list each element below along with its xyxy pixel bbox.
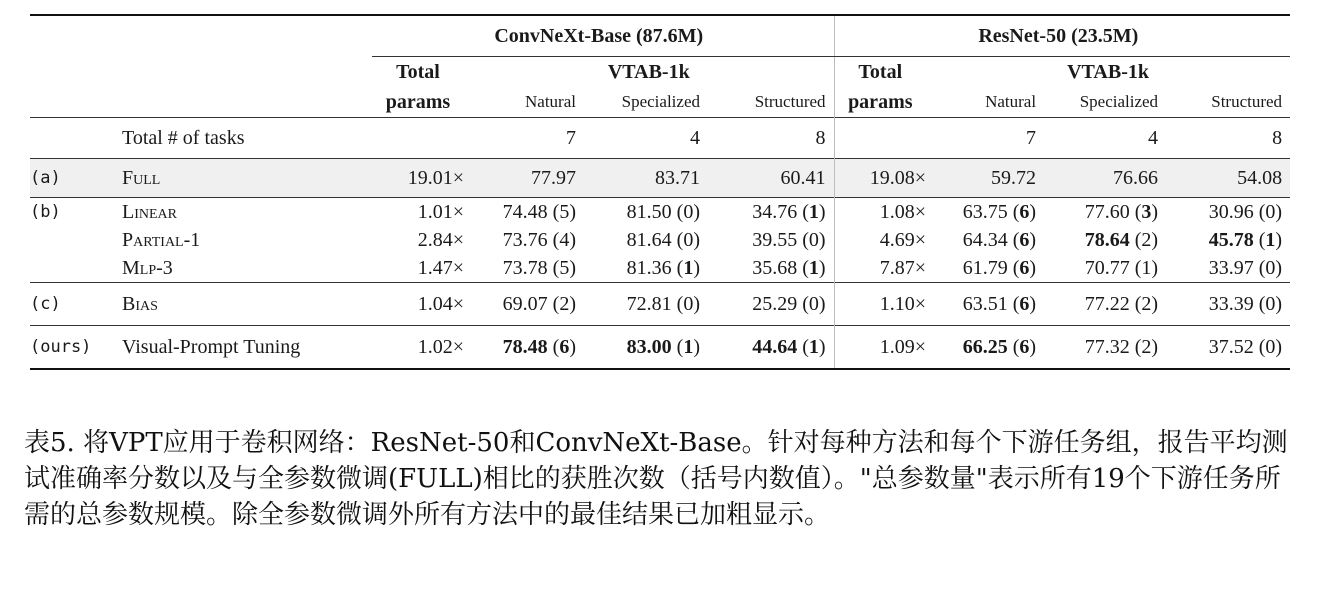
cell-value: 63.75 xyxy=(962,201,1008,223)
cell-value: 1.10× xyxy=(879,293,927,315)
method-name: Visual-Prompt Tuning xyxy=(122,326,372,370)
method-name: Full xyxy=(122,159,372,198)
win-count: (2) xyxy=(547,293,576,315)
win-count: (4) xyxy=(547,229,576,251)
table-cell xyxy=(472,254,584,283)
table-cell xyxy=(472,226,584,254)
header-row-1 xyxy=(30,57,1290,88)
table-cell: 4 xyxy=(1044,118,1166,159)
table-cell xyxy=(934,254,1044,283)
table-cell xyxy=(834,326,934,370)
cell-value: 39.55 xyxy=(752,229,798,251)
row-tag: (ours) xyxy=(30,326,122,370)
table-cell xyxy=(834,226,934,254)
cell-value: 69.07 xyxy=(502,293,548,315)
table-cell xyxy=(834,254,934,283)
win-count: (2) xyxy=(1129,229,1159,251)
row-tag xyxy=(30,226,122,254)
win-count: (0) xyxy=(1253,201,1283,223)
tasks-row xyxy=(30,118,1290,159)
vtab-header: VTAB-1k xyxy=(1067,61,1149,83)
cell-value: 2.84× xyxy=(417,229,464,251)
method-name: Partial-1 xyxy=(122,229,201,251)
table-cell xyxy=(1044,226,1166,254)
table-cell xyxy=(1044,326,1166,370)
method-name: Linear xyxy=(122,198,372,227)
table-cell xyxy=(372,283,472,326)
cell-value: 33.97 xyxy=(1208,257,1254,279)
win-count: (1) xyxy=(797,201,826,223)
row-tag: (a) xyxy=(30,159,122,198)
table-row xyxy=(30,326,1290,370)
table-cell xyxy=(708,326,834,370)
cell-value: 34.76 xyxy=(752,201,798,223)
group-header-row xyxy=(30,15,1290,57)
cell-value: 77.32 xyxy=(1084,336,1130,358)
win-count: (6) xyxy=(1007,201,1037,223)
table-caption: 表5. 将VPT应用于卷积网络：ResNet-50和ConvNeXt-Base。针对每种方法和每个下游任务组，报告平均测试准确率分数以及与全参数微调(FULL)相比的获胜次数（括号内数值）。"总参数量"表示所有19个下游任务所需的总参数规模。除全参数微调外所有方法中的最佳结果已加粗显示。 xyxy=(24,428,1288,530)
table-cell xyxy=(1166,326,1290,370)
cell-value: 44.64 xyxy=(752,336,798,358)
cell-value: 35.68 xyxy=(752,257,798,279)
table-cell xyxy=(934,326,1044,370)
table-cell: 76.66 xyxy=(1044,159,1166,198)
cell-value: 45.78 xyxy=(1208,229,1254,251)
total-params-header: Total xyxy=(858,61,903,83)
table-cell: 54.08 xyxy=(1166,159,1290,198)
table-cell xyxy=(584,326,708,370)
cell-value: 73.78 xyxy=(502,257,548,279)
table-cell xyxy=(1044,283,1166,326)
cell-value: 1.47× xyxy=(417,257,464,279)
table-cell: 4 xyxy=(584,118,708,159)
table-cell xyxy=(934,198,1044,227)
win-count: (1) xyxy=(671,336,700,358)
win-count: (6) xyxy=(1007,257,1037,279)
table-cell xyxy=(584,254,708,283)
win-count: (1) xyxy=(1253,229,1283,251)
table-cell xyxy=(372,226,472,254)
table-cell xyxy=(1166,198,1290,227)
table-cell xyxy=(834,198,934,227)
table-cell xyxy=(708,283,834,326)
win-count: (0) xyxy=(1253,293,1283,315)
table-cell xyxy=(708,226,834,254)
cell-value: 1.09× xyxy=(879,336,927,358)
win-count: (0) xyxy=(1253,257,1283,279)
table-cell xyxy=(472,326,584,370)
total-params-header: Total xyxy=(396,61,440,83)
cell-value: 7.87× xyxy=(879,257,927,279)
method-name: Mlp-3 xyxy=(122,257,173,279)
cell-value: 37.52 xyxy=(1208,336,1254,358)
table-cell xyxy=(1166,254,1290,283)
table-cell: 77.97 xyxy=(472,159,584,198)
table-cell: 7 xyxy=(472,118,584,159)
total-params-header: params xyxy=(385,91,451,113)
table-cell xyxy=(584,283,708,326)
group-resnet: ResNet-50 (23.5M) xyxy=(834,15,1290,57)
table-cell: 83.71 xyxy=(584,159,708,198)
win-count: (1) xyxy=(1129,257,1159,279)
table-cell xyxy=(472,283,584,326)
cell-value: 72.81 xyxy=(626,293,672,315)
col-specialized: Specialized xyxy=(621,92,700,111)
win-count: (1) xyxy=(797,336,826,358)
win-count: (6) xyxy=(1007,229,1037,251)
cell-value: 61.79 xyxy=(962,257,1008,279)
table-row xyxy=(30,226,1290,254)
win-count: (0) xyxy=(671,293,700,315)
table-cell xyxy=(708,198,834,227)
cell-value: 33.39 xyxy=(1208,293,1254,315)
cell-value: 83.00 xyxy=(626,336,672,358)
group-convnext: ConvNeXt-Base (87.6M) xyxy=(372,15,834,57)
table-cell xyxy=(584,198,708,227)
cell-value: 77.22 xyxy=(1084,293,1130,315)
vtab-header: VTAB-1k xyxy=(472,57,834,88)
cell-value: 74.48 xyxy=(502,201,548,223)
table-row xyxy=(30,159,1290,198)
cell-value: 81.64 xyxy=(626,229,672,251)
table-row xyxy=(30,198,1290,227)
cell-value: 64.34 xyxy=(962,229,1008,251)
cell-value: 63.51 xyxy=(962,293,1008,315)
win-count: (0) xyxy=(1253,336,1283,358)
tasks-row-label: Total # of tasks xyxy=(122,118,372,159)
col-natural: Natural xyxy=(985,92,1037,111)
cell-value: 25.29 xyxy=(752,293,798,315)
table-row xyxy=(30,254,1290,283)
results-table xyxy=(30,14,1290,370)
win-count: (2) xyxy=(1129,336,1159,358)
cell-value: 78.48 xyxy=(502,336,548,358)
cell-value: 30.96 xyxy=(1208,201,1254,223)
cell-value: 66.25 xyxy=(962,336,1008,358)
win-count: (6) xyxy=(1007,293,1037,315)
table-cell xyxy=(372,254,472,283)
cell-value: 1.02× xyxy=(417,336,464,358)
win-count: (3) xyxy=(1129,201,1159,223)
win-count: (5) xyxy=(547,257,576,279)
win-count: (2) xyxy=(1129,293,1159,315)
table-cell: 8 xyxy=(1166,118,1290,159)
cell-value: 73.76 xyxy=(502,229,548,251)
row-tag xyxy=(30,254,122,283)
table-cell xyxy=(584,226,708,254)
table-cell xyxy=(1044,254,1166,283)
table-cell xyxy=(1166,283,1290,326)
cell-value: 81.36 xyxy=(626,257,672,279)
cell-value: 4.69× xyxy=(879,229,927,251)
header-row-2 xyxy=(30,87,1290,118)
cell-value: 1.08× xyxy=(879,201,927,223)
win-count: (1) xyxy=(671,257,700,279)
win-count: (1) xyxy=(797,257,826,279)
table-cell xyxy=(708,254,834,283)
table-cell xyxy=(472,198,584,227)
col-structured: Structured xyxy=(1211,92,1283,111)
table-cell xyxy=(934,283,1044,326)
cell-value: 78.64 xyxy=(1084,229,1130,251)
win-count: (6) xyxy=(1007,336,1037,358)
cell-value: 1.04× xyxy=(417,293,464,315)
table-cell: 19.01× xyxy=(372,159,472,198)
table-cell xyxy=(1044,198,1166,227)
win-count: (0) xyxy=(671,201,700,223)
col-natural: Natural xyxy=(525,92,576,111)
table-cell xyxy=(834,283,934,326)
table-cell: 60.41 xyxy=(708,159,834,198)
table-cell xyxy=(372,326,472,370)
table-cell xyxy=(1166,226,1290,254)
win-count: (5) xyxy=(547,201,576,223)
row-tag: (c) xyxy=(30,283,122,326)
table-cell: 8 xyxy=(708,118,834,159)
win-count: (0) xyxy=(671,229,700,251)
table-cell xyxy=(372,198,472,227)
cell-value: 77.60 xyxy=(1084,201,1130,223)
method-name: Bias xyxy=(122,283,372,326)
row-tag: (b) xyxy=(30,198,122,227)
cell-value: 1.01× xyxy=(417,201,464,223)
table-cell: 59.72 xyxy=(934,159,1044,198)
col-specialized: Specialized xyxy=(1079,92,1159,111)
table-cell: 7 xyxy=(934,118,1044,159)
col-structured: Structured xyxy=(708,87,834,118)
table-row xyxy=(30,283,1290,326)
cell-value: 81.50 xyxy=(626,201,672,223)
cell-value: 70.77 xyxy=(1084,257,1130,279)
table-cell xyxy=(934,226,1044,254)
total-params-header: params xyxy=(848,91,913,113)
win-count: (6) xyxy=(547,336,576,358)
win-count: (0) xyxy=(797,293,826,315)
table-cell: 19.08× xyxy=(834,159,934,198)
win-count: (0) xyxy=(797,229,826,251)
